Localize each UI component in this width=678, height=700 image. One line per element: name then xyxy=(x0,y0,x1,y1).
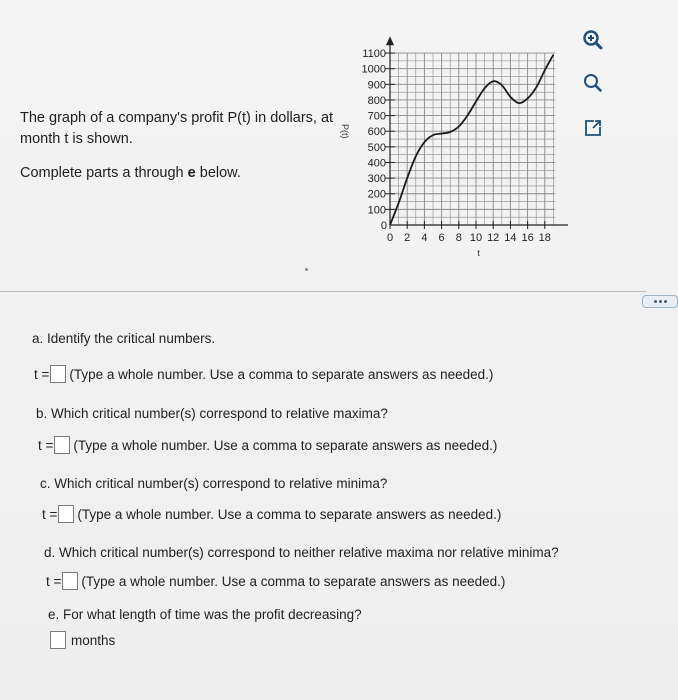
x-tick-label: 0 xyxy=(386,232,394,244)
ellipsis-dot xyxy=(664,300,667,303)
y-axis-label: P(t) xyxy=(340,123,350,139)
part-c-answer-row xyxy=(42,505,501,523)
part-b-input[interactable] xyxy=(54,436,70,454)
y-tick-label: 200 xyxy=(367,188,386,201)
instruction-suffix: below. xyxy=(195,165,241,181)
x-tick-label: 16 xyxy=(521,232,534,244)
part-b-hint: (Type a whole number. Use a comma to separate answers as needed.) xyxy=(73,437,498,453)
problem-description xyxy=(20,108,340,184)
x-tick-label: 18 xyxy=(538,232,551,244)
part-d-label: d. Which critical number(s) correspond to neither relative maxima nor relative minima? xyxy=(44,545,559,560)
zoom-out-icon[interactable] xyxy=(580,70,606,96)
part-c-input[interactable] xyxy=(58,505,74,523)
part-c-hint: (Type a whole number. Use a comma to separate answers as needed.) xyxy=(77,506,502,522)
x-tick-label: 12 xyxy=(487,232,500,244)
part-c-label: c. Which critical number(s) correspond to relative minima? xyxy=(40,476,388,491)
y-tick-label: 1100 xyxy=(362,48,386,61)
problem-instruction xyxy=(20,163,340,184)
y-tick-label: 300 xyxy=(367,173,386,186)
instruction-bold: e xyxy=(187,165,196,181)
profit-curve xyxy=(390,55,553,225)
part-b-answer-row xyxy=(38,436,497,454)
problem-statement: The graph of a company's profit P(t) in dollars, at month t is shown. xyxy=(20,110,334,147)
x-tick-label: 14 xyxy=(504,232,517,244)
part-d-answer-row xyxy=(46,572,505,590)
part-a-label: a. Identify the critical numbers. xyxy=(32,331,216,346)
part-a-hint: (Type a whole number. Use a comma to separate answers as needed.) xyxy=(69,366,494,382)
y-tick-label: 100 xyxy=(367,204,386,217)
instruction-prefix: Complete parts a through xyxy=(20,165,188,181)
y-tick-label: 500 xyxy=(367,141,386,154)
y-tick-label: 1000 xyxy=(361,63,386,76)
y-tick-label: 600 xyxy=(367,126,386,139)
section-divider xyxy=(0,291,646,292)
part-a-answer-row xyxy=(34,365,493,383)
y-tick-label: 0 xyxy=(380,220,387,232)
part-a-input[interactable] xyxy=(50,365,66,383)
x-tick-label: 10 xyxy=(469,232,483,244)
y-tick-label: 400 xyxy=(367,157,386,170)
ellipsis-dot xyxy=(654,300,657,303)
y-tick-label: 900 xyxy=(367,79,386,92)
y-tick-label: 700 xyxy=(367,110,386,123)
x-tick-label: 4 xyxy=(421,232,428,244)
part-e-suffix: months xyxy=(71,632,116,648)
profit-graph xyxy=(328,22,568,267)
part-c-prefix: t = xyxy=(42,506,58,522)
part-d-input[interactable] xyxy=(62,572,78,590)
part-e-input[interactable] xyxy=(50,631,66,649)
part-e-label: e. For what length of time was the profit decreasing? xyxy=(48,607,362,622)
x-tick-label: 8 xyxy=(455,232,462,244)
ellipsis-dot xyxy=(659,300,662,303)
part-b-label: b. Which critical number(s) correspond to relative maxima? xyxy=(36,406,388,421)
zoom-in-icon[interactable] xyxy=(580,27,606,53)
x-tick-label: 6 xyxy=(438,232,445,244)
more-options-button[interactable] xyxy=(642,295,678,308)
x-tick-label: 2 xyxy=(404,232,411,244)
part-d-prefix: t = xyxy=(46,573,62,589)
y-tick-label: 800 xyxy=(367,94,386,107)
part-a-prefix: t = xyxy=(34,366,50,382)
open-in-new-window-icon[interactable] xyxy=(580,115,606,141)
part-d-hint: (Type a whole number. Use a comma to separate answers as needed.) xyxy=(81,573,506,589)
part-b-prefix: t = xyxy=(38,437,54,453)
x-axis-label: t xyxy=(477,248,480,258)
stray-mark xyxy=(305,268,308,271)
part-e-answer-row xyxy=(49,631,115,649)
y-axis-arrow xyxy=(386,36,394,45)
